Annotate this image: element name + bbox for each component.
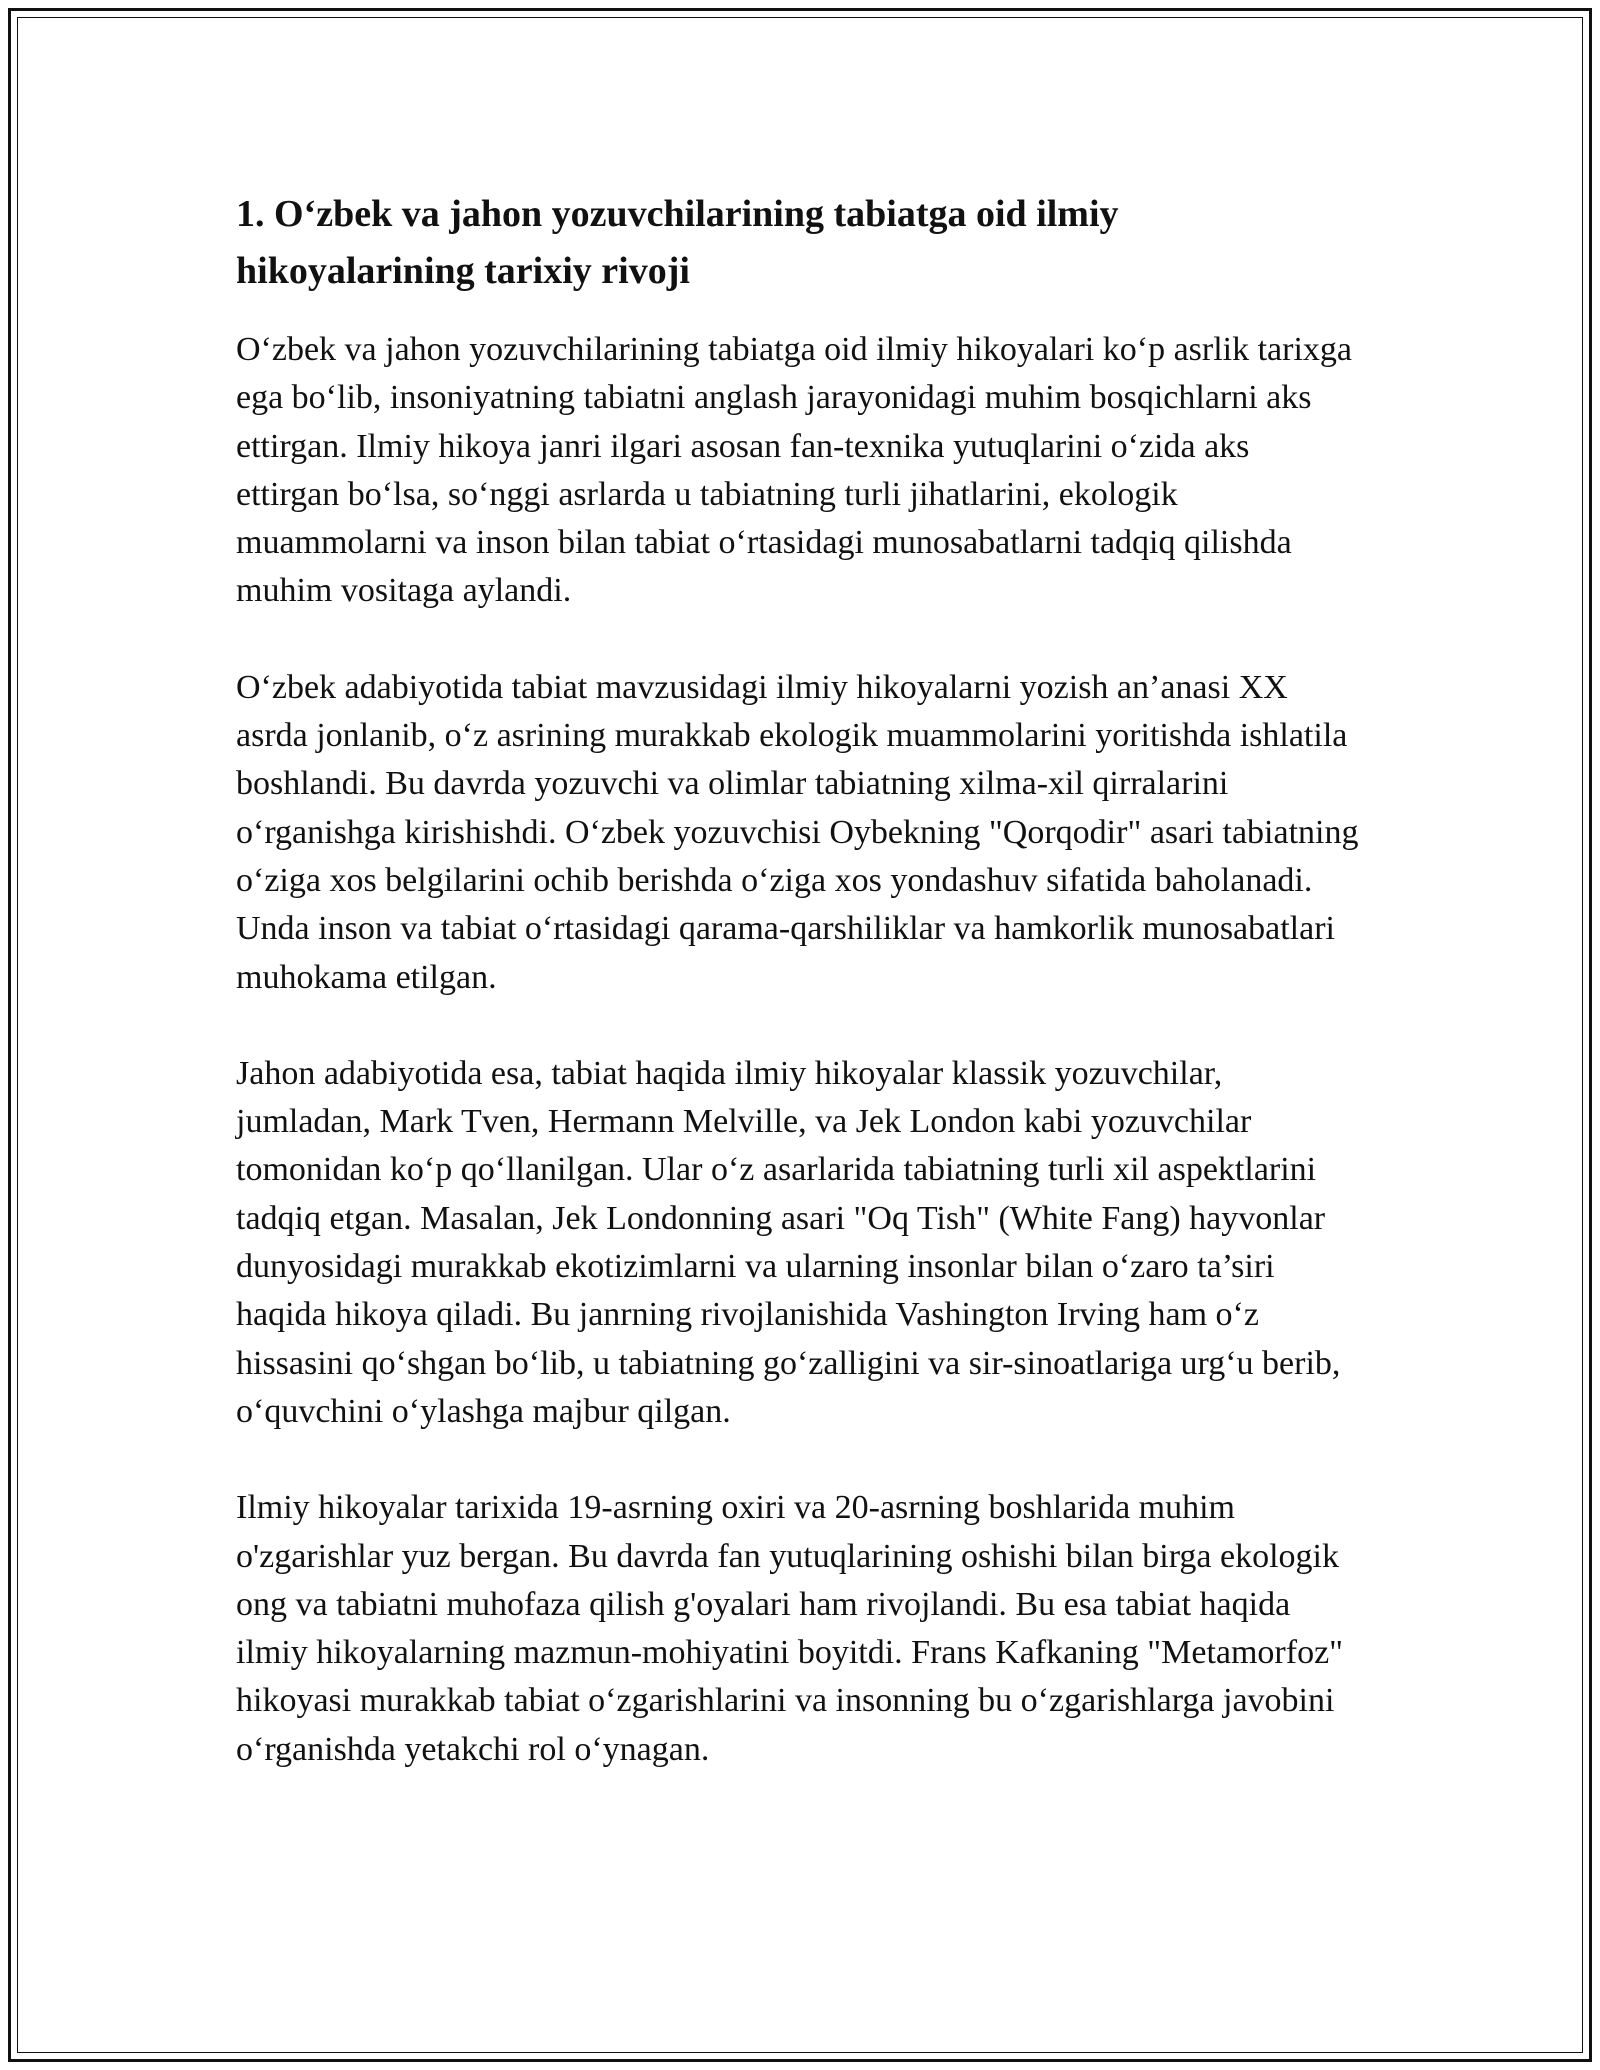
paragraph-world-literature: Jahon adabiyotida esa, tabiat haqida ilmiy hikoyalar klassik yozuvchilar, jumladan, Mark Tven, Hermann Melville, va Jek London kabi yozuvchilar tomonidan ko‘p qo‘llanilgan. Ular o‘z asarlarida tabiatning turli xil aspektlarini tadqiq etgan. Masalan, Jek Londonning asari "Oq Tish" (White Fang) hayvonlar dunyosidagi murakkab ekotizimlarni va ularning insonlar bilan o‘zaro ta’siri haqida hikoya qiladi. Bu janrning rivojlanishida Vashington Irving ham o‘z hissasini qo‘shgan bo‘lib, u tabiatning go‘zalligini va sir-sinoatlariga urg‘u berib, o‘quvchini o‘ylashga majbur qilgan. bbox=[236, 1054, 1341, 1430]
document-body bbox=[236, 186, 1360, 1822]
paragraph-uzbek-literature: O‘zbek adabiyotida tabiat mavzusidagi ilmiy hikoyalarni yozish an’anasi XX asrda jonlanib, o‘z asrining murakkab ekologik muammolarini yoritishda ishlatila boshlandi. Bu davrda yozuvchi va olimlar tabiatning xilma-xil qirralarini o‘rganishga kirishishdi. O‘zbek yozuvchisi Oybekning "Qorqodir" asari tabiatning o‘ziga xos belgilarini ochib berishda o‘ziga xos yondashuv sifatida baholanadi. Unda inson va tabiat o‘rtasidagi qarama-qarshiliklar va hamkorlik munosabatlari muhokama etilgan. bbox=[236, 668, 1359, 996]
paragraph-intro: O‘zbek va jahon yozuvchilarining tabiatga oid ilmiy hikoyalari ko‘p asrlik tarixga ega bo‘lib, insoniyatning tabiatni anglash jarayonidagi muhim bosqichlarni aks ettirgan. Ilmiy hikoya janri ilgari asosan fan-texnika yutuqlarini o‘zida aks ettirgan bo‘lsa, so‘nggi asrlarda u tabiatning turli jihatlarini, ekologik muammolarni va inson bilan tabiat o‘rtasidagi munosabatlarni tadqiq qilishda muhim vositaga aylandi. bbox=[236, 331, 1353, 610]
section-title: 1. O‘zbek va jahon yozuvchilarining tabiatga oid ilmiy hikoyalarining tarixiy rivoji bbox=[236, 193, 1119, 292]
paragraph-history-changes: Ilmiy hikoyalar tarixida 19-asrning oxiri va 20-asrning boshlarida muhim o'zgarishlar yuz bergan. Bu davrda fan yutuqlarining oshishi bilan birga ekologik ong va tabiatni muhofaza qilish g'oyalari ham rivojlandi. Bu esa tabiat haqida ilmiy hikoyalarning mazmun-mohiyatini boyitdi. Frans Kafkaning "Metamorfoz" hikoyasi murakkab tabiat o‘zgarishlarini va insonning bu o‘zgarishlarga javobini o‘rganishda yetakchi rol o‘ynagan. bbox=[236, 1489, 1344, 1768]
